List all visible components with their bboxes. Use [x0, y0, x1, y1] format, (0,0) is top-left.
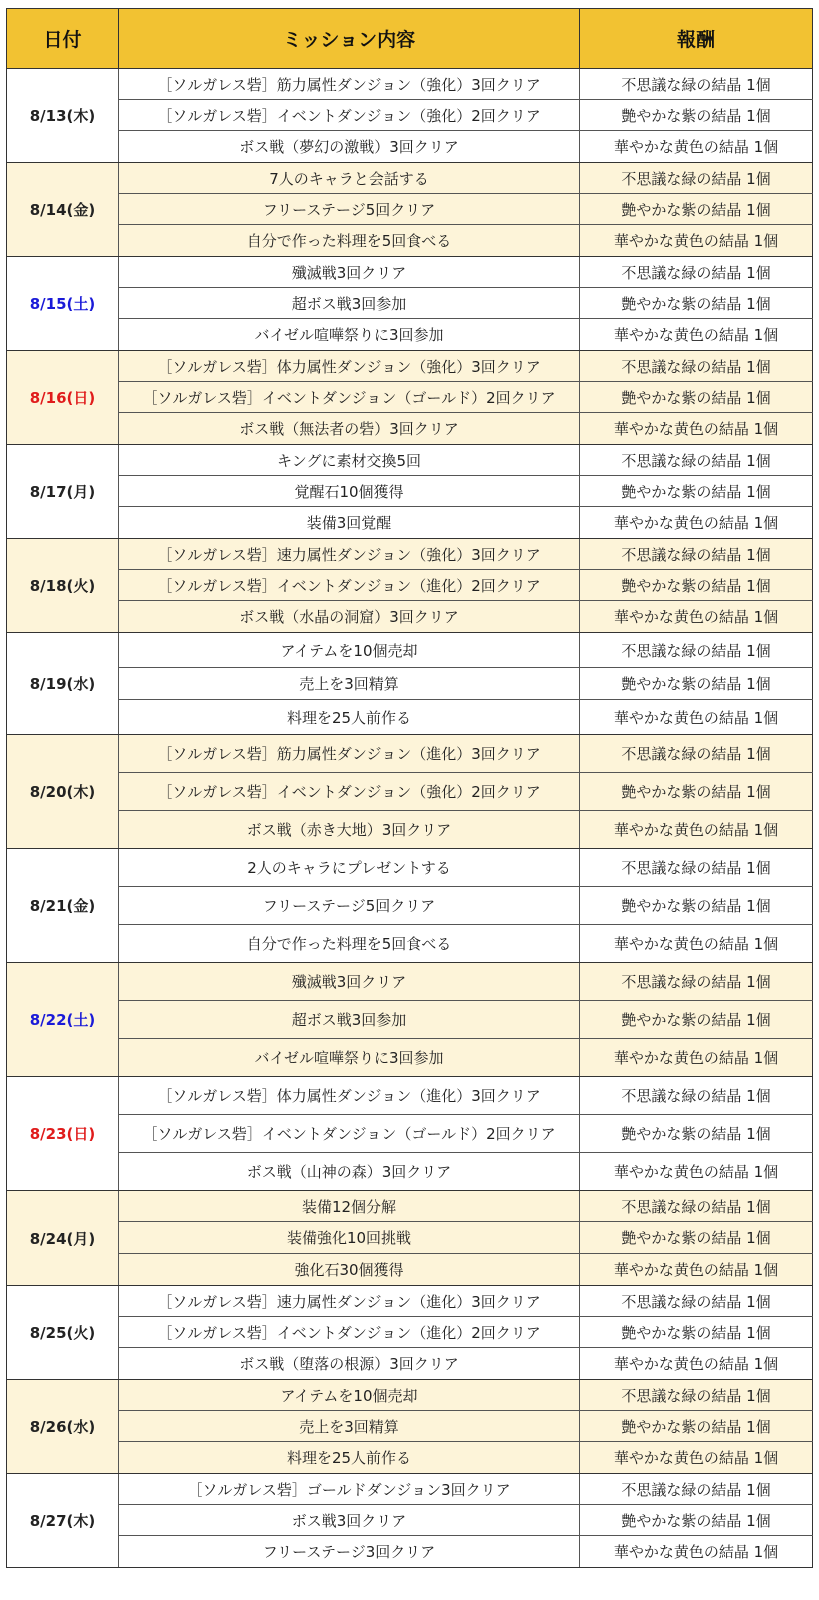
table-row: [7, 1348, 813, 1380]
table-row: [7, 1153, 813, 1191]
table-row: [7, 633, 813, 668]
table-row: [7, 257, 813, 288]
reward-cell: 華やかな黄色の結晶 1個: [580, 319, 813, 351]
reward-cell: 華やかな黄色の結晶 1個: [580, 1153, 813, 1191]
header-reward: 報酬: [580, 9, 813, 69]
mission-table: [6, 8, 813, 1568]
mission-cell: ［ソルガレス砦］イベントダンジョン（進化）2回クリア: [119, 570, 580, 601]
reward-cell: 艶やかな紫の結晶 1個: [580, 100, 813, 131]
reward-cell: 華やかな黄色の結晶 1個: [580, 1536, 813, 1568]
reward-cell: 艶やかな紫の結晶 1個: [580, 668, 813, 700]
reward-cell: 艶やかな紫の結晶 1個: [580, 570, 813, 601]
reward-cell: 不思議な緑の結晶 1個: [580, 1191, 813, 1222]
mission-cell: 装備強化10回挑戦: [119, 1222, 580, 1254]
table-row: [7, 507, 813, 539]
table-row: [7, 1536, 813, 1568]
table-row: [7, 1317, 813, 1348]
date-cell: 8/16(日): [7, 351, 119, 445]
reward-cell: 華やかな黄色の結晶 1個: [580, 811, 813, 849]
date-cell: 8/23(日): [7, 1077, 119, 1191]
mission-cell: ［ソルガレス砦］イベントダンジョン（強化）2回クリア: [119, 100, 580, 131]
mission-cell: 超ボス戦3回参加: [119, 1001, 580, 1039]
mission-cell: 殲滅戦3回クリア: [119, 257, 580, 288]
reward-cell: 華やかな黄色の結晶 1個: [580, 413, 813, 445]
day-group: [7, 539, 813, 633]
mission-cell: ボス戦（堕落の根源）3回クリア: [119, 1348, 580, 1380]
mission-cell: フリーステージ3回クリア: [119, 1536, 580, 1568]
table-row: [7, 225, 813, 257]
date-cell: 8/13(木): [7, 69, 119, 163]
date-cell: 8/21(金): [7, 849, 119, 963]
day-group: [7, 963, 813, 1077]
reward-cell: 不思議な緑の結晶 1個: [580, 445, 813, 476]
mission-cell: アイテムを10個売却: [119, 1380, 580, 1411]
date-cell: 8/22(土): [7, 963, 119, 1077]
mission-cell: 覚醒石10個獲得: [119, 476, 580, 507]
reward-cell: 華やかな黄色の結晶 1個: [580, 507, 813, 539]
mission-cell: ［ソルガレス砦］ゴールドダンジョン3回クリア: [119, 1474, 580, 1505]
table-row: [7, 925, 813, 963]
table-row: [7, 476, 813, 507]
reward-cell: 艶やかな紫の結晶 1個: [580, 1222, 813, 1254]
mission-cell: 7人のキャラと会話する: [119, 163, 580, 194]
mission-cell: ［ソルガレス砦］体力属性ダンジョン（進化）3回クリア: [119, 1077, 580, 1115]
mission-cell: ［ソルガレス砦］イベントダンジョン（ゴールド）2回クリア: [119, 1115, 580, 1153]
table-row: [7, 773, 813, 811]
date-cell: 8/27(木): [7, 1474, 119, 1568]
reward-cell: 華やかな黄色の結晶 1個: [580, 1442, 813, 1474]
reward-cell: 艶やかな紫の結晶 1個: [580, 773, 813, 811]
table-row: [7, 1286, 813, 1317]
day-group: [7, 69, 813, 163]
table-row: [7, 1001, 813, 1039]
mission-cell: 2人のキャラにプレゼントする: [119, 849, 580, 887]
mission-cell: 装備12個分解: [119, 1191, 580, 1222]
header-date: 日付: [7, 9, 119, 69]
day-group: [7, 1474, 813, 1568]
reward-cell: 不思議な緑の結晶 1個: [580, 849, 813, 887]
table-row: [7, 700, 813, 735]
mission-cell: ［ソルガレス砦］速力属性ダンジョン（強化）3回クリア: [119, 539, 580, 570]
mission-cell: 料理を25人前作る: [119, 700, 580, 735]
date-cell: 8/25(火): [7, 1286, 119, 1380]
mission-cell: 料理を25人前作る: [119, 1442, 580, 1474]
reward-cell: 艶やかな紫の結晶 1個: [580, 887, 813, 925]
mission-cell: ボス戦（夢幻の激戦）3回クリア: [119, 131, 580, 163]
reward-cell: 艶やかな紫の結晶 1個: [580, 1411, 813, 1442]
reward-cell: 艶やかな紫の結晶 1個: [580, 382, 813, 413]
mission-cell: ボス戦（無法者の砦）3回クリア: [119, 413, 580, 445]
mission-cell: ［ソルガレス砦］イベントダンジョン（ゴールド）2回クリア: [119, 382, 580, 413]
mission-cell: 強化石30個獲得: [119, 1254, 580, 1286]
reward-cell: 艶やかな紫の結晶 1個: [580, 476, 813, 507]
reward-cell: 華やかな黄色の結晶 1個: [580, 1254, 813, 1286]
table-row: [7, 570, 813, 601]
mission-cell: アイテムを10個売却: [119, 633, 580, 668]
date-cell: 8/19(水): [7, 633, 119, 735]
table-row: [7, 1380, 813, 1411]
day-group: [7, 1077, 813, 1191]
mission-cell: フリーステージ5回クリア: [119, 887, 580, 925]
date-cell: 8/17(月): [7, 445, 119, 539]
mission-cell: ［ソルガレス砦］体力属性ダンジョン（強化）3回クリア: [119, 351, 580, 382]
table-row: [7, 601, 813, 633]
reward-cell: 華やかな黄色の結晶 1個: [580, 925, 813, 963]
mission-cell: バイゼル喧嘩祭りに3回参加: [119, 1039, 580, 1077]
day-group: [7, 849, 813, 963]
table-row: [7, 1411, 813, 1442]
table-row: [7, 963, 813, 1001]
reward-cell: 不思議な緑の結晶 1個: [580, 257, 813, 288]
day-group: [7, 1191, 813, 1286]
reward-cell: 不思議な緑の結晶 1個: [580, 163, 813, 194]
table-row: [7, 887, 813, 925]
table-row: [7, 1505, 813, 1536]
table-row: [7, 69, 813, 100]
date-cell: 8/14(金): [7, 163, 119, 257]
mission-cell: キングに素材交換5回: [119, 445, 580, 476]
table-row: [7, 735, 813, 773]
table-row: [7, 288, 813, 319]
mission-cell: ボス戦（水晶の洞窟）3回クリア: [119, 601, 580, 633]
mission-cell: 殲滅戦3回クリア: [119, 963, 580, 1001]
reward-cell: 艶やかな紫の結晶 1個: [580, 1505, 813, 1536]
day-group: [7, 633, 813, 735]
table-row: [7, 1115, 813, 1153]
mission-cell: ボス戦（赤き大地）3回クリア: [119, 811, 580, 849]
table-row: [7, 1191, 813, 1222]
reward-cell: 艶やかな紫の結晶 1個: [580, 194, 813, 225]
day-group: [7, 735, 813, 849]
mission-table-container: [6, 8, 812, 1568]
date-cell: 8/24(月): [7, 1191, 119, 1286]
day-group: [7, 351, 813, 445]
table-row: [7, 1039, 813, 1077]
reward-cell: 不思議な緑の結晶 1個: [580, 633, 813, 668]
reward-cell: 艶やかな紫の結晶 1個: [580, 1115, 813, 1153]
table-row: [7, 1254, 813, 1286]
day-group: [7, 257, 813, 351]
mission-cell: 装備3回覚醒: [119, 507, 580, 539]
table-row: [7, 163, 813, 194]
table-row: [7, 382, 813, 413]
reward-cell: 不思議な緑の結晶 1個: [580, 1380, 813, 1411]
table-row: [7, 1474, 813, 1505]
table-row: [7, 100, 813, 131]
reward-cell: 華やかな黄色の結晶 1個: [580, 225, 813, 257]
reward-cell: 華やかな黄色の結晶 1個: [580, 1039, 813, 1077]
mission-cell: 自分で作った料理を5回食べる: [119, 225, 580, 257]
mission-cell: ［ソルガレス砦］速力属性ダンジョン（進化）3回クリア: [119, 1286, 580, 1317]
reward-cell: 華やかな黄色の結晶 1個: [580, 601, 813, 633]
date-cell: 8/26(水): [7, 1380, 119, 1474]
table-row: [7, 351, 813, 382]
header-row: [7, 9, 813, 69]
table-row: [7, 131, 813, 163]
reward-cell: 華やかな黄色の結晶 1個: [580, 131, 813, 163]
date-cell: 8/18(火): [7, 539, 119, 633]
reward-cell: 不思議な緑の結晶 1個: [580, 539, 813, 570]
reward-cell: 艶やかな紫の結晶 1個: [580, 1001, 813, 1039]
mission-cell: 超ボス戦3回参加: [119, 288, 580, 319]
day-group: [7, 1286, 813, 1380]
table-row: [7, 668, 813, 700]
day-group: [7, 1380, 813, 1474]
reward-cell: 不思議な緑の結晶 1個: [580, 1077, 813, 1115]
reward-cell: 不思議な緑の結晶 1個: [580, 963, 813, 1001]
table-row: [7, 849, 813, 887]
table-row: [7, 539, 813, 570]
mission-cell: 売上を3回精算: [119, 668, 580, 700]
reward-cell: 華やかな黄色の結晶 1個: [580, 700, 813, 735]
table-row: [7, 811, 813, 849]
mission-cell: ボス戦3回クリア: [119, 1505, 580, 1536]
header-mission: ミッション内容: [119, 9, 580, 69]
mission-cell: 売上を3回精算: [119, 1411, 580, 1442]
table-row: [7, 1222, 813, 1254]
table-row: [7, 1442, 813, 1474]
mission-cell: ［ソルガレス砦］筋力属性ダンジョン（進化）3回クリア: [119, 735, 580, 773]
table-row: [7, 319, 813, 351]
reward-cell: 華やかな黄色の結晶 1個: [580, 1348, 813, 1380]
mission-cell: ボス戦（山神の森）3回クリア: [119, 1153, 580, 1191]
date-cell: 8/20(木): [7, 735, 119, 849]
table-row: [7, 413, 813, 445]
table-row: [7, 1077, 813, 1115]
reward-cell: 艶やかな紫の結晶 1個: [580, 1317, 813, 1348]
day-group: [7, 163, 813, 257]
day-group: [7, 445, 813, 539]
date-cell: 8/15(土): [7, 257, 119, 351]
reward-cell: 不思議な緑の結晶 1個: [580, 735, 813, 773]
reward-cell: 艶やかな紫の結晶 1個: [580, 288, 813, 319]
reward-cell: 不思議な緑の結晶 1個: [580, 69, 813, 100]
reward-cell: 不思議な緑の結晶 1個: [580, 351, 813, 382]
mission-cell: 自分で作った料理を5回食べる: [119, 925, 580, 963]
mission-cell: ［ソルガレス砦］イベントダンジョン（強化）2回クリア: [119, 773, 580, 811]
mission-cell: ［ソルガレス砦］筋力属性ダンジョン（強化）3回クリア: [119, 69, 580, 100]
mission-cell: フリーステージ5回クリア: [119, 194, 580, 225]
reward-cell: 不思議な緑の結晶 1個: [580, 1286, 813, 1317]
table-row: [7, 445, 813, 476]
mission-cell: ［ソルガレス砦］イベントダンジョン（進化）2回クリア: [119, 1317, 580, 1348]
reward-cell: 不思議な緑の結晶 1個: [580, 1474, 813, 1505]
mission-cell: バイゼル喧嘩祭りに3回参加: [119, 319, 580, 351]
table-row: [7, 194, 813, 225]
